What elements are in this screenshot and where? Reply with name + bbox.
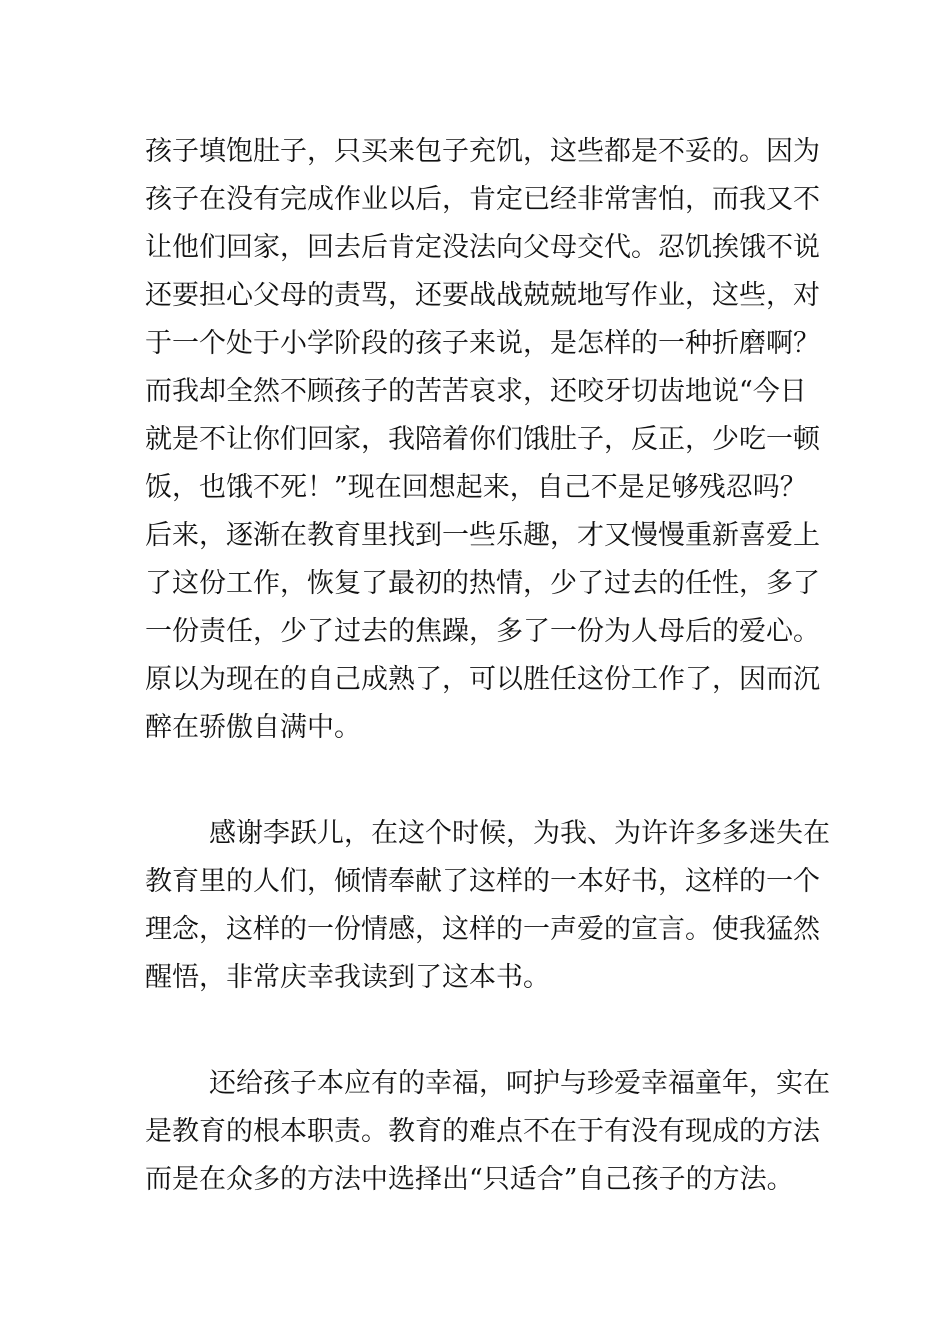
text-line: 让他们回家，回去后肯定没法向父母交代。忍饥挨饿不说 — [145, 232, 820, 263]
text-line: 教育里的人们，倾情奉献了这样的一本好书，这样的一个 — [145, 866, 820, 897]
text-line: 一份责任，少了过去的焦躁，多了一份为人母后的爱心。 — [145, 616, 820, 647]
text-line: 醒悟，非常庆幸我读到了这本书。 — [145, 962, 550, 993]
text-line: 醉在骄傲自满中。 — [145, 712, 361, 743]
text-line: 饭，也饿不死！”现在回想起来，自己不是足够残忍吗？ — [145, 472, 807, 503]
paragraph-2 — [145, 810, 830, 1002]
paragraph-spacer — [145, 1002, 807, 1060]
text-line: 感谢李跃儿，在这个时候，为我、为许许多多迷失在 — [209, 818, 830, 849]
text-line: 而是在众多的方法中选择出“只适合”自己孩子的方法。 — [145, 1164, 794, 1195]
text-line: 后来，逐渐在教育里找到一些乐趣，才又慢慢重新喜爱上 — [145, 520, 820, 551]
text-line: 了这份工作，恢复了最初的热情，少了过去的任性，多了 — [145, 568, 820, 599]
text-line: 理念，这样的一份情感，这样的一声爱的宣言。使我猛然 — [145, 914, 820, 945]
document-body — [145, 128, 830, 1204]
paragraph-1 — [145, 128, 820, 752]
text-line: 还给孩子本应有的幸福，呵护与珍爱幸福童年，实在 — [209, 1068, 830, 1099]
text-line: 孩子在没有完成作业以后，肯定已经非常害怕，而我又不 — [145, 184, 820, 215]
text-line: 还要担心父母的责骂，还要战战兢兢地写作业，这些，对 — [145, 280, 820, 311]
paragraph-3 — [145, 1060, 830, 1204]
text-line: 于一个处于小学阶段的孩子来说，是怎样的一种折磨啊？ — [145, 328, 820, 359]
text-line: 而我却全然不顾孩子的苦苦哀求，还咬牙切齿地说“今日 — [145, 376, 807, 407]
text-line: 就是不让你们回家，我陪着你们饿肚子，反正，少吃一顿 — [145, 424, 820, 455]
text-line: 是教育的根本职责。教育的难点不在于有没有现成的方法 — [145, 1116, 820, 1147]
text-line: 原以为现在的自己成熟了，可以胜任这份工作了，因而沉 — [145, 664, 820, 695]
paragraph-spacer — [145, 752, 807, 810]
text-line: 孩子填饱肚子，只买来包子充饥，这些都是不妥的。因为 — [145, 136, 820, 167]
